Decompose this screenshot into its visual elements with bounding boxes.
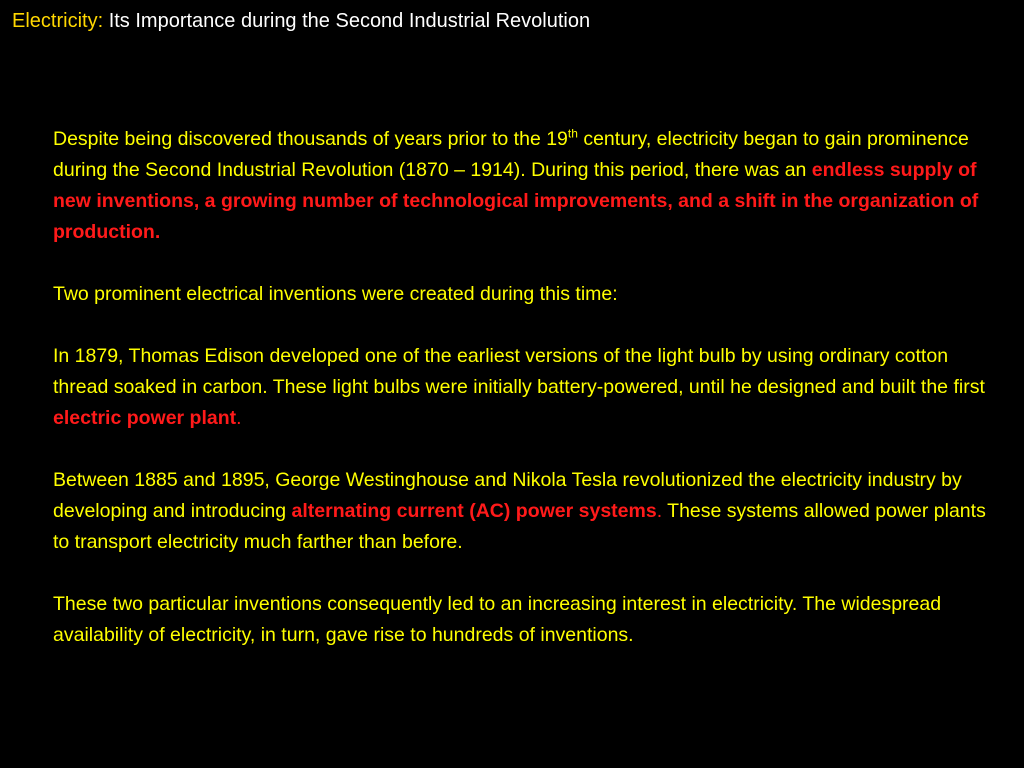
p4-text-b: These systems allowed power plants to transport electricity much farther than before.: [53, 500, 986, 553]
p4-period: .: [656, 500, 663, 522]
p2-text: Two prominent electrical inventions were created during this time:: [53, 283, 618, 305]
p4-highlight: alternating current (AC) power systems: [291, 500, 657, 522]
p1-text-a: Despite being discovered thousands of years prior to the 19: [53, 128, 568, 150]
title-rest: Its Importance during the Second Industrial Revolution: [108, 10, 591, 32]
paragraph-edison: [53, 341, 1003, 434]
p3-text-a: In 1879, Thomas Edison developed one of the earliest versions of the light bulb by using ordinary cotton thread soaked in carbon. These light bulbs were initially battery-powered, until he designed and built the first: [53, 345, 985, 398]
paragraph-westinghouse-tesla: [53, 465, 1003, 558]
p1-superscript: th: [567, 126, 578, 141]
p1-text-b: century, electricity began to gain prominence during the Second Industrial Revolution (1870 – 1914). During this period, there was an: [53, 128, 969, 181]
paragraph-conclusion: [53, 589, 1003, 651]
paragraph-inventions-intro: [53, 279, 1003, 310]
p1-highlight: endless supply of new inventions, a growing number of technological improvements, and a shift in the organization of production.: [53, 159, 979, 243]
p5-text: These two particular inventions consequently led to an increasing interest in electricity. The widespread availability of electricity, in turn, gave rise to hundreds of inventions.: [53, 593, 942, 646]
p4-text-a: Between 1885 and 1895, George Westinghouse and Nikola Tesla revolutionized the electricity industry by developing and introducing: [53, 469, 962, 522]
slide-title: [12, 9, 590, 33]
p3-highlight: electric power plant: [53, 407, 237, 429]
p3-period: .: [236, 407, 242, 429]
paragraph-discovery: [53, 124, 1003, 248]
title-lead: Electricity:: [12, 10, 104, 32]
slide-body: [53, 124, 1003, 651]
